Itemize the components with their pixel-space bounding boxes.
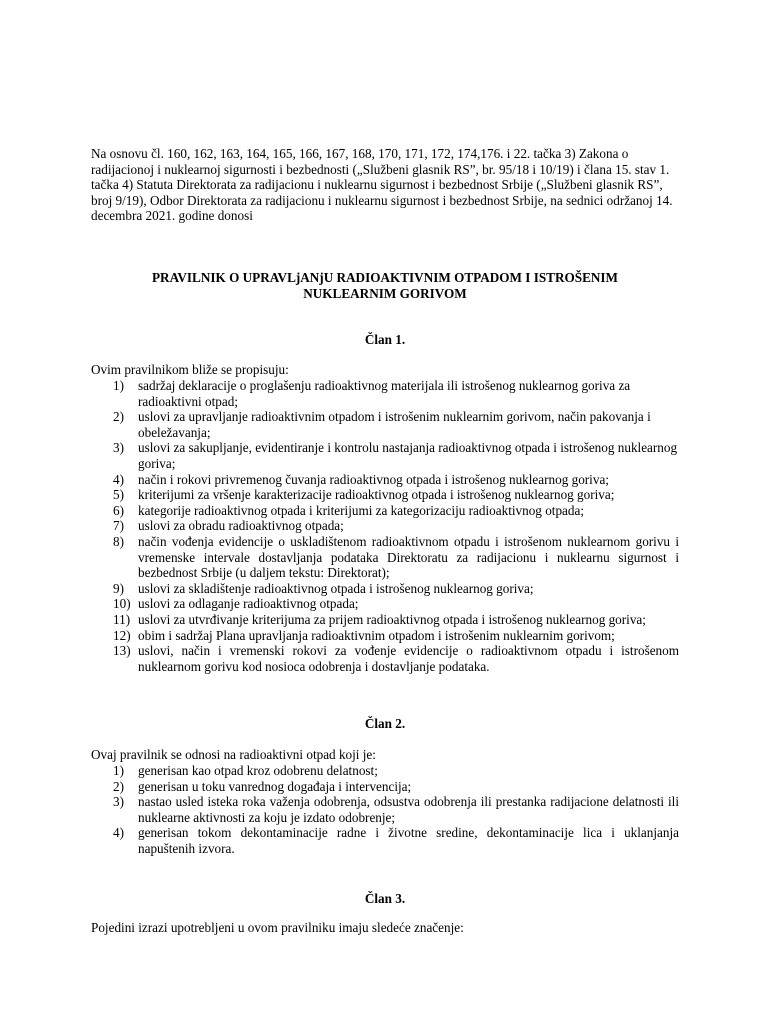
list-item-number: 11) bbox=[113, 611, 131, 627]
list-item-number: 7) bbox=[113, 518, 124, 534]
list-item bbox=[91, 518, 679, 534]
list-item bbox=[91, 628, 679, 644]
document-title bbox=[91, 270, 679, 301]
article-2-heading: Član 2. bbox=[364, 716, 406, 731]
preamble-paragraph: Na osnovu čl. 160, 162, 163, 164, 165, 166, 167, 168, 170, 171, 172, 174,176. i 22. tačka 3) Zakona o radijacionoj i nuklearnoj sigurnosti i bezbednosti („Službeni glasnik RS”, br. 95/18 i 10/19) i člana 15. stav 1. tačka 4) Statuta Direktorata za radijacionu i nuklearnu sigurnost i bezbednost Srbije („Službeni glasnik RS”, broj 9/19), Odbor Direktorata za radijacionu i nuklearnu sigurnost i bezbednost Srbije, na sednici održanoj 14. decembra 2021. godine donosi bbox=[91, 146, 673, 224]
article-2-list bbox=[91, 763, 679, 857]
article-1-heading: Član 1. bbox=[364, 332, 406, 347]
list-item-number: 4) bbox=[113, 471, 124, 487]
list-item-number: 12) bbox=[113, 627, 131, 643]
list-item-text: generisan tokom dekontaminacije radne i životne sredine, dekontaminacije lica i uklanjanja napuštenih izvora. bbox=[138, 825, 679, 856]
title-line-1: PRAVILNIK O UPRAVLjANjU RADIOAKTIVNIM OTPADOM I ISTROŠENIM bbox=[152, 270, 618, 285]
list-item-text: kriterijumi za vršenje karakterizacije radioaktivnog otpada i istrošenog nuklearnog goriva; bbox=[138, 487, 615, 503]
list-item bbox=[91, 612, 679, 628]
list-item-number: 8) bbox=[113, 533, 124, 549]
list-item-text: nastao usled isteka roka važenja odobrenja, odsustva odobrenja ili prestanka radijacione delatnosti ili nuklearne aktivnosti za koju je izdato odobrenje; bbox=[138, 794, 679, 825]
list-item-text: način i rokovi privremenog čuvanja radioaktivnog otpada i istrošenog nuklearnog goriva; bbox=[138, 471, 609, 487]
list-item-text: uslovi za skladištenje radioaktivnog otpada i istrošenog nuklearnog goriva; bbox=[138, 580, 534, 596]
list-item-text: obim i sadržaj Plana upravljanja radioaktivnim otpadom i istrošenim nuklearnim gorivom; bbox=[138, 627, 615, 643]
list-item-number: 4) bbox=[113, 825, 124, 841]
list-item bbox=[91, 440, 679, 471]
list-item bbox=[91, 409, 679, 440]
list-item bbox=[91, 378, 679, 409]
list-item bbox=[91, 534, 679, 581]
list-item bbox=[91, 581, 679, 597]
article-1-list bbox=[91, 378, 679, 674]
list-item-text: kategorije radioaktivnog otpada i kriterijumi za kategorizaciju radioaktivnog otpada; bbox=[138, 502, 585, 518]
list-item-text: generisan kao otpad kroz odobrenu delatnost; bbox=[138, 763, 378, 778]
list-item bbox=[91, 825, 679, 856]
list-item-text: uslovi za utvrđivanje kriterijuma za prijem radioaktivnog otpada i istrošenog nuklearnog goriva; bbox=[138, 611, 646, 627]
article-3-heading: Član 3. bbox=[364, 891, 406, 906]
list-item-text: uslovi za odlaganje radioaktivnog otpada; bbox=[138, 596, 359, 612]
article-2-intro: Ovaj pravilnik se odnosi na radioaktivni otpad koji je: bbox=[91, 747, 376, 762]
list-item bbox=[91, 643, 679, 674]
list-item-text: sadržaj deklaracije o proglašenju radioaktivnog materijala ili istrošenog nuklearnog goriva za radioaktivni otpad; bbox=[138, 378, 631, 409]
list-item-number: 1) bbox=[113, 378, 124, 393]
list-item-text: generisan u toku vanrednog događaja i intervencija; bbox=[138, 778, 412, 794]
list-item-text: uslovi za obradu radioaktivnog otpada; bbox=[138, 518, 344, 534]
list-item-number: 3) bbox=[113, 794, 124, 810]
list-item-number: 10) bbox=[113, 596, 131, 612]
list-item-text: način vođenja evidencije o uskladištenom radioaktivnom otpadu i istrošenom nuklearnom gorivu i vremenske intervale dostavljanja podataka Direktoratu za radijacionu i nuklearnu sigurnost i bezbednost Srbije (u daljem tekstu: Direktorat); bbox=[138, 533, 679, 581]
article-3-intro: Pojedini izrazi upotrebljeni u ovom pravilniku imaju sledeće značenje: bbox=[91, 920, 464, 935]
list-item-number: 9) bbox=[113, 580, 124, 596]
list-item bbox=[91, 596, 679, 612]
article-1-intro: Ovim pravilnikom bliže se propisuju: bbox=[91, 362, 289, 377]
list-item-number: 6) bbox=[113, 502, 124, 518]
list-item bbox=[91, 779, 679, 795]
list-item-text: uslovi za upravljanje radioaktivnim otpadom i istrošenim nuklearnim gorivom, način pakovanja i obeležavanja; bbox=[138, 409, 651, 440]
list-item-number: 3) bbox=[113, 440, 124, 456]
list-item-text: uslovi za sakupljanje, evidentiranje i kontrolu nastajanja radioaktivnog otpada i istrošenog nuklearnog goriva; bbox=[138, 440, 678, 471]
list-item-text: uslovi, način i vremenski rokovi za vođenje evidencije o radioaktivnom otpadu i istrošenom nuklearnom gorivu kod nosioca odobrenja i dostavljanje podataka. bbox=[138, 643, 679, 674]
list-item bbox=[91, 503, 679, 519]
list-item bbox=[91, 487, 679, 503]
list-item bbox=[91, 794, 679, 825]
list-item-number: 2) bbox=[113, 409, 124, 425]
title-line-2: NUKLEARNIM GORIVOM bbox=[303, 285, 467, 301]
list-item bbox=[91, 472, 679, 488]
list-item-number: 1) bbox=[113, 763, 124, 778]
list-item-number: 5) bbox=[113, 487, 124, 503]
list-item-number: 2) bbox=[113, 778, 124, 794]
list-item bbox=[91, 763, 679, 779]
list-item-number: 13) bbox=[113, 643, 131, 659]
